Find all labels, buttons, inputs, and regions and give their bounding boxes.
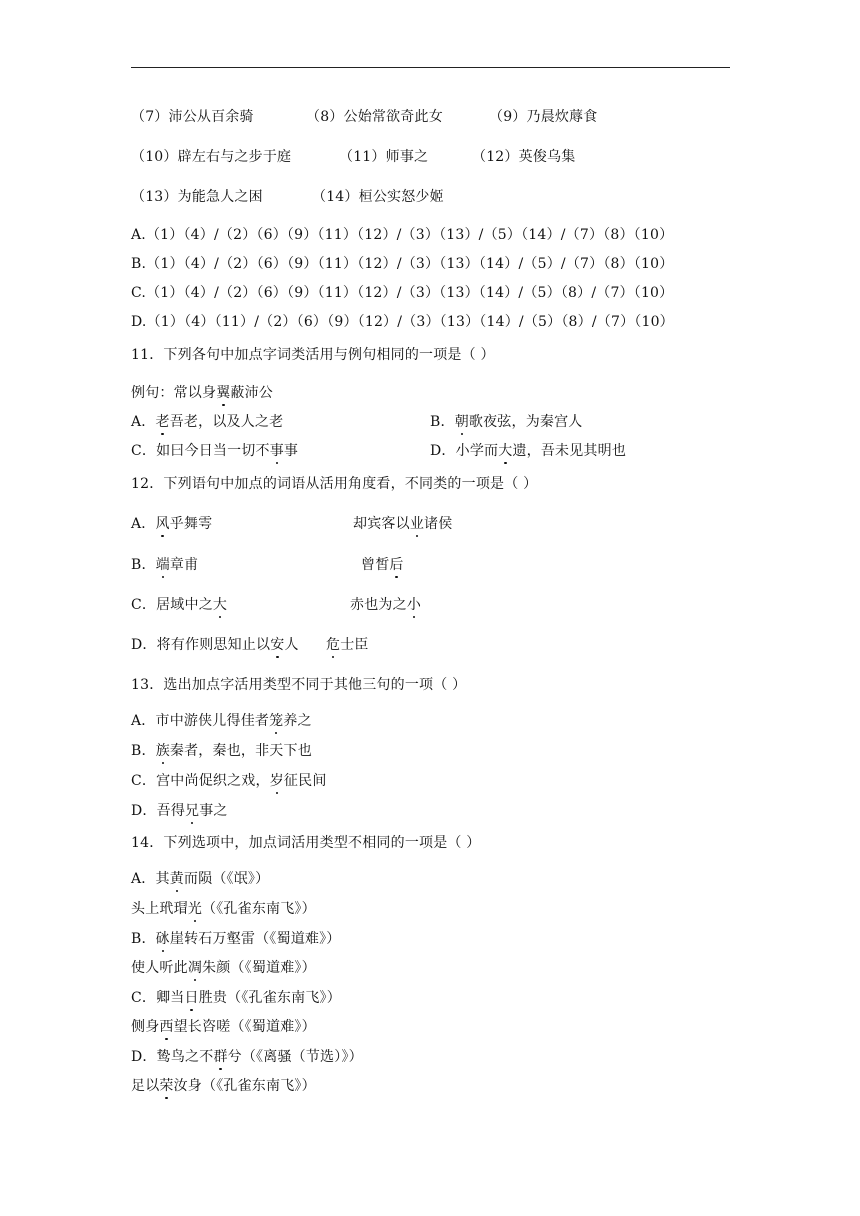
item-11: （11）师事之 [339, 149, 429, 165]
q14-option-a-first: A．其黄而陨（《氓》） [131, 871, 270, 887]
q14-option-d-first: D．鸷鸟之不群兮（《离骚（节选）》） [131, 1049, 363, 1065]
q12-option-b-first: B．端章甫 [131, 557, 199, 573]
q10-option-c: C.（1）（4）/（2）（6）（9）（11）（12）/（3）（13）（14）/（5）（8）/（7）（10） [131, 285, 674, 301]
q10-option-b: B.（1）（4）/（2）（6）（9）（11）（12）/（3）（13）（14）/（5）/（7）（8）（10） [131, 256, 674, 272]
item-14: （14）桓公实怒少姬 [312, 189, 444, 205]
q14-option-c-second: 侧身西望长咨嗟（《蜀道难》） [131, 1019, 316, 1035]
q14-option-b-first: B．砯崖转石万壑雷（《蜀道难》） [131, 931, 341, 947]
q13-option-b: B．族秦者，秦也，非天下也 [131, 743, 312, 759]
header-rule [131, 67, 730, 68]
item-9: （9）乃晨炊蓐食 [489, 109, 598, 125]
item-12: （12）英俊乌集 [472, 149, 576, 165]
q13-stem: 13．选出加点字活用类型不同于其他三句的一项（ ） [131, 677, 467, 693]
q13-option-c: C．宫中尚促织之戏，岁征民间 [131, 773, 327, 789]
item-8: （8）公始常欲奇此女 [306, 109, 443, 125]
q12-stem: 12．下列语句中加点的词语从活用角度看，不同类的一项是（ ） [131, 476, 538, 492]
q14-option-d-second: 足以荣汝身（《孔雀东南飞》） [131, 1078, 316, 1094]
q14-option-a-second: 头上玳瑁光（《孔雀东南飞》） [131, 901, 316, 917]
item-7: （7）沛公从百余骑 [131, 109, 254, 125]
q12-option-b-second: 曾皙后 [361, 557, 404, 573]
q12-option-c-second: 赤也为之小 [350, 597, 422, 613]
q13-option-d: D．吾得兄事之 [131, 803, 228, 819]
q12-option-c-first: C．居域中之大 [131, 597, 228, 613]
q10-option-a: A.（1）（4）/（2）（6）（9）（11）（12）/（3）（13）/（5）（14）/（7）（8）（10） [131, 227, 674, 243]
q10-option-d: D.（1）（4）（11）/（2）（6）（9）（12）/（3）（13）（14）/（5）（8）/（7）（10） [131, 314, 674, 330]
q11-option-c: C．如曰今日当一切不事事 [131, 443, 299, 459]
item-13: （13）为能急人之困 [131, 189, 263, 205]
q11-option-a: A．老吾老，以及人之老 [131, 414, 284, 430]
q14-stem: 14．下列选项中，加点词活用类型不相同的一项是（ ） [131, 835, 481, 851]
item-10: （10）辟左右与之步于庭 [131, 149, 292, 165]
q12-option-a-first: A．风乎舞雩 [131, 516, 213, 532]
q13-option-a: A．市中游侠儿得佳者笼养之 [131, 713, 312, 729]
q11-example: 例句：常以身翼蔽沛公 [131, 385, 274, 401]
q12-option-a-second: 却宾客以业诸侯 [353, 516, 453, 532]
q12-option-d-second: 危士臣 [326, 637, 369, 653]
q14-option-c-first: C．卿当日胜贵（《孔雀东南飞》） [131, 990, 341, 1006]
q11-stem: 11．下列各句中加点字词类活用与例句相同的一项是（ ） [131, 347, 495, 363]
q14-option-b-second: 使人听此凋朱颜（《蜀道难》） [131, 960, 316, 976]
q11-option-d: D．小学而大遗，吾未见其明也 [430, 443, 627, 459]
q11-option-b: B．朝歌夜弦，为秦宫人 [430, 414, 583, 430]
q12-option-d-first: D．将有作则思知止以安人 [131, 637, 299, 653]
